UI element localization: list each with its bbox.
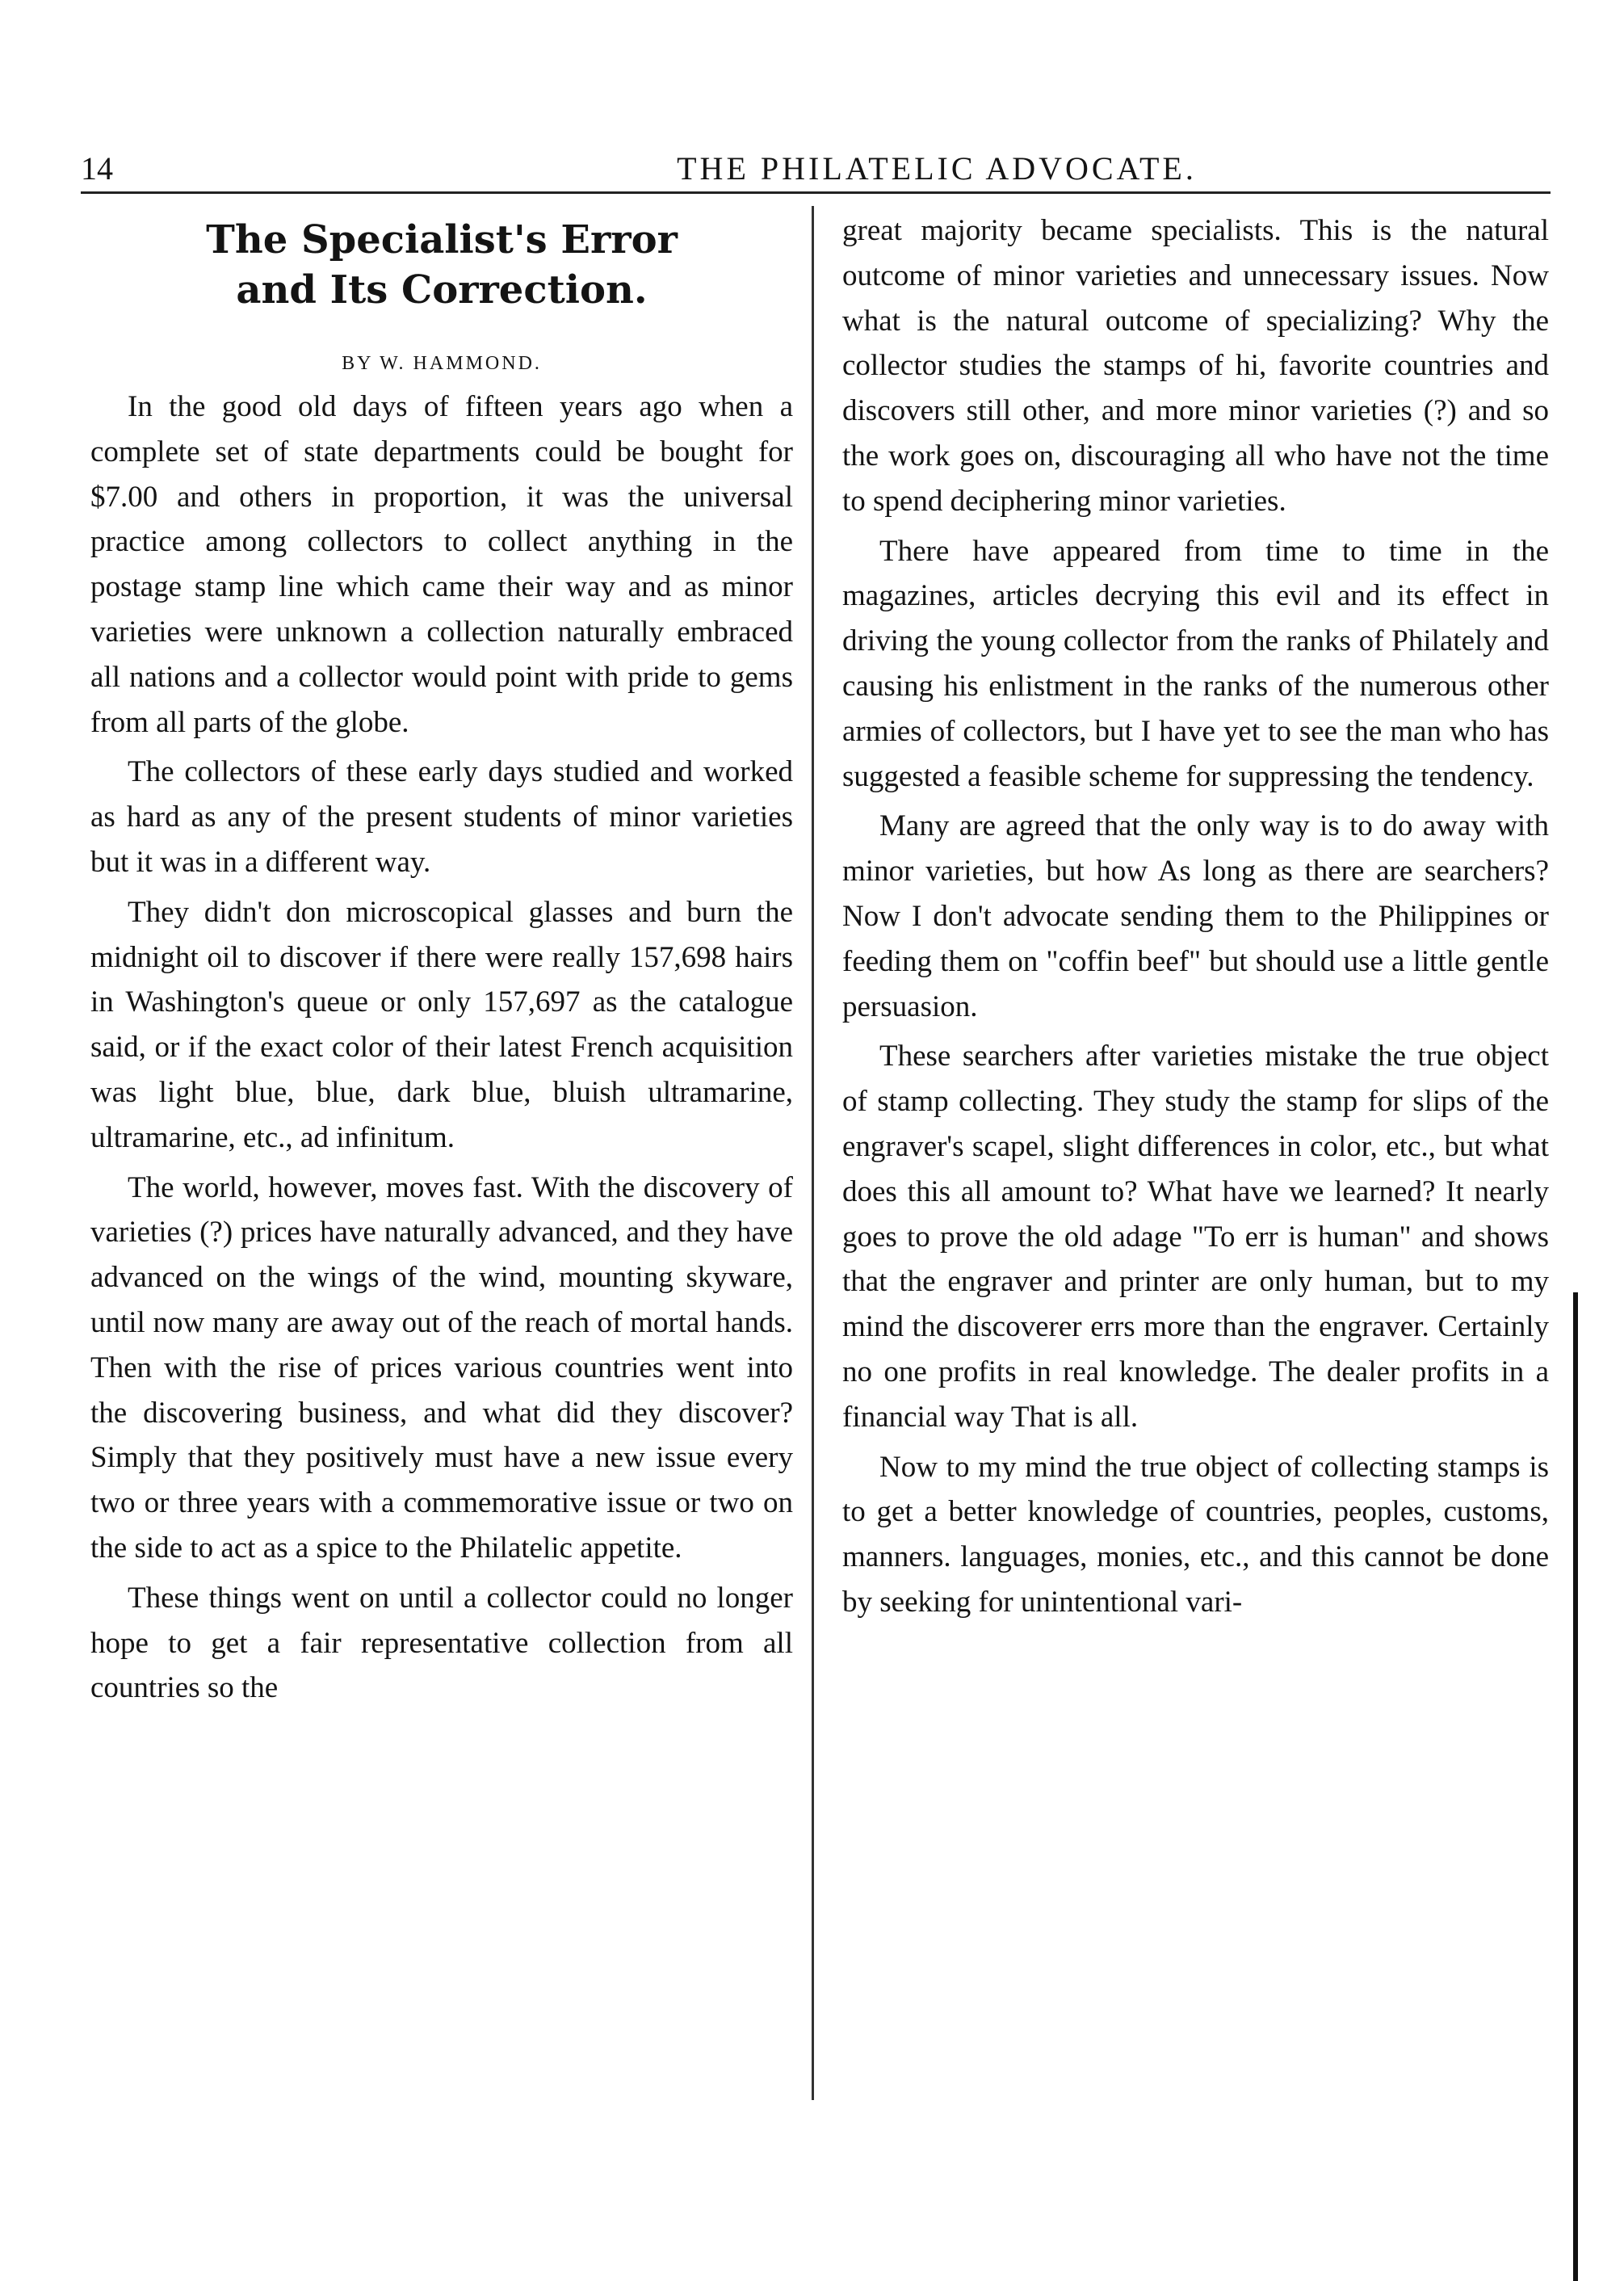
header-rule xyxy=(81,191,1551,194)
article-title-line-2: and Its Correction. xyxy=(236,267,648,313)
page-header xyxy=(81,149,1551,198)
left-column xyxy=(90,208,793,1711)
paragraph: In the good old days of fifteen years ago when a complete set of state departments could be bought for $7.00 and others in proportion, it was the universal practice among collectors to collect anything in the postage stamp line which came their way and as minor varieties were unknown a collection naturally embraced all nations and a collector would point with pride to gems from all parts of the globe. xyxy=(90,390,793,739)
paragraph: Many are agreed that the only way is to do away with minor varieties, but how As long as there are searchers? Now I don't advocate sending them to the Philippines or feeding them on "coffin beef" but should use a little gentle persuasion. xyxy=(842,809,1549,1023)
paragraph-continued: great majority became specialists. This is the natural outcome of minor varieties and unnecessary issues. Now what is the natural outcome of specializing? Why the collector studies the stamps of hi, favorite countries and discovers still other, and more minor varieties (?) and so the work goes on, discouraging all who have not the time to spend deciphering minor varieties. xyxy=(842,214,1549,518)
paragraph: Now to my mind the true object of collecting stamps is to get a better knowledge of countries, peoples, customs, manners. languages, monies, etc., and this cannot be done by seeking for unintentional vari- xyxy=(842,1450,1549,1619)
page-edge-mark xyxy=(1573,1292,1578,2281)
paragraph: They didn't don microscopical glasses and burn the midnight oil to discover if there were really 157,698 hairs in Washington's queue or only 157,697 as the catalogue said, or if the exact color of their latest French acquisition was light blue, blue, dark blue, bluish ultramarine, ultramarine, etc., ad infinitum. xyxy=(90,895,793,1154)
article-title xyxy=(90,215,793,315)
page-number: 14 xyxy=(81,150,113,187)
paragraph: There have appeared from time to time in the magazines, articles decrying this evil and its effect in driving the young collector from the ranks of Philately and causing his enlistment in the ranks of the numerous other armies of collectors, but I have yet to see the man who has suggested a feasible scheme for suppressing the tendency. xyxy=(842,534,1549,793)
article-byline: BY W. HAMMOND. xyxy=(342,353,542,374)
column-divider xyxy=(812,206,814,2100)
paragraph: The world, however, moves fast. With the discovery of varieties (?) prices have naturally advanced, and they have advanced on the wings of the wind, mounting skyware, until now many are away out of the reach of mortal hands. Then with the rise of prices various countries went into the discovering business, and what did they discover? Simply that they positively must have a new issue every two or three years with a commemorative issue or two on the side to act as a spice to the Philatelic appetite. xyxy=(90,1170,793,1565)
paragraph: These things went on until a collector could no longer hope to get a fair representative collection from all countries so the xyxy=(90,1581,793,1705)
running-head: THE PHILATELIC ADVOCATE. xyxy=(677,150,1197,187)
article-title-line-1: The Specialist's Error xyxy=(206,217,678,263)
paragraph: The collectors of these early days studied and worked as hard as any of the present students of minor varieties but it was in a different way. xyxy=(90,755,793,879)
right-column xyxy=(842,208,1549,1625)
paragraph: These searchers after varieties mistake the true object of stamp collecting. They study the stamp for slips of the engraver's scapel, slight differences in color, etc., but what does this all amount to? What have we learned? It nearly goes to prove the old adage "To err is human" and shows that the engraver and printer are only human, but to my mind the discoverer errs more than the engraver. Certainly no one profits in real knowledge. The dealer profits in a financial way That is all. xyxy=(842,1040,1549,1434)
